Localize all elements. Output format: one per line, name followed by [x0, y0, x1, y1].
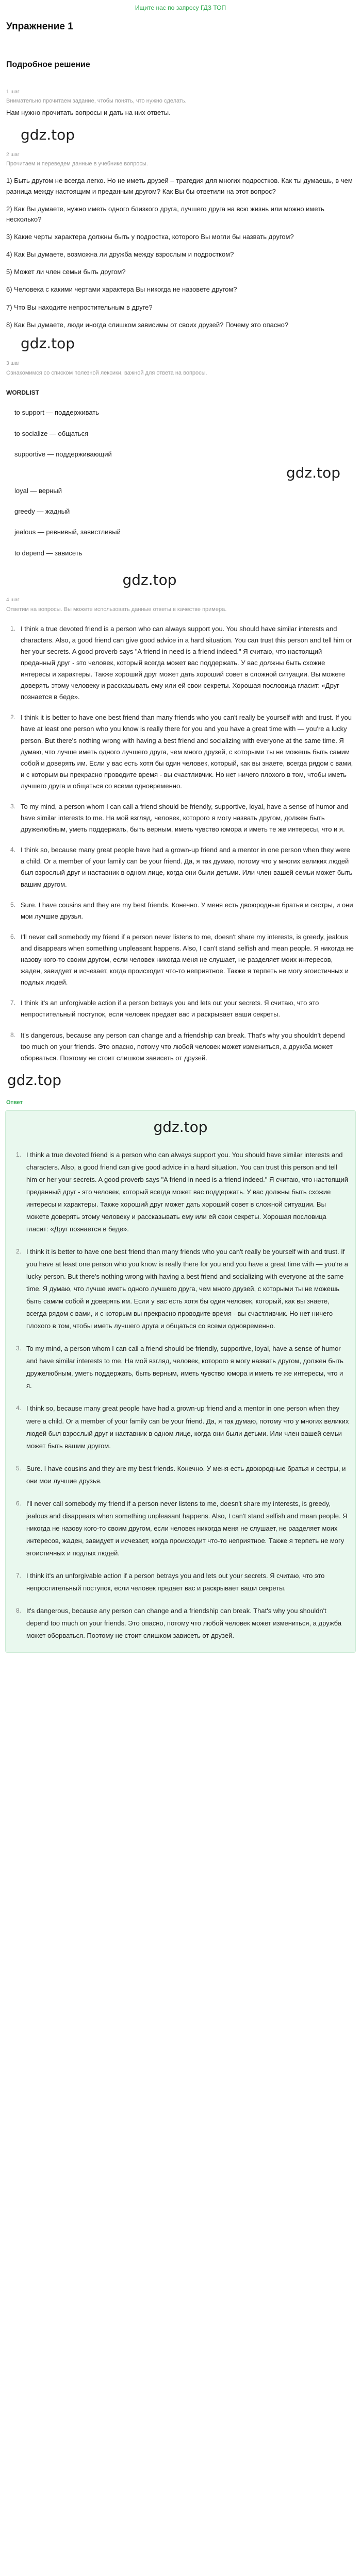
list-item: 6. I'll never call somebody my friend if a person never listens to me, doesn't share my interests, is greedy, jealous and disappears when something unpleasant happens. Also, I can't stand selfish and mean people. Я никогда не назову кого-то своим другом, если человек никогда меня не слушает, не разделяет моих интересов, жаден, завидует и исчезает, когда происходит что-то неприятное. Также я терпеть не могу эгоистичных и подлых людей. [16, 1499, 348, 1557]
answer-text: It's dangerous, because any person can change and a friendship can break. That's why you shouldn't depend too much on your friends. Это опасно, потому что любой человек может измениться, а дружба может оборваться. Поэтому не стоит слишком зависеть от друзей. [26, 1607, 342, 1640]
search-hint-link[interactable]: Ищите нас по запросу ГДЗ ТОП [135, 4, 226, 11]
answer-text: I think so, because many great people have had a grown-up friend and a mentor in one person when they were a child. Or a member of your family can be your friend. Да, я так думаю, потому что у многих великих людей был взрослый друг и наставник в одном лице, когда они были детьми. Или член вашей семьи может быть вашим другом. [26, 1404, 349, 1450]
solution-title: Подробное решение [6, 60, 90, 70]
question-item: 3) Какие черты характера должны быть у подростка, которого Вы могли бы назвать другом? [6, 233, 294, 241]
step-number: 3 шаг [6, 361, 20, 367]
word-item: to socialize — общаться [14, 429, 89, 437]
answer-text: To my mind, a person whom I can call a friend should be friendly, supportive, loyal, have a sense of humor and have similar interests to me. На мой взгляд, человек, которого я могу назвать другом, должен быть дружелюбным, уметь поддержать, быть верным, иметь чувство юмора и иметь те же интересы, что и я. [26, 1345, 343, 1390]
watermark: gdz.top [21, 126, 75, 143]
step-text: Нам нужно прочитать вопросы и дать на них ответы. [6, 109, 171, 117]
list-item: 2. I think it is better to have one best friend than many friends who you can't really be yourself with and trust. If you have at least one person who you know is really there for you and you have a great time with — you're a lucky person. But there's nothing wrong with having a best friend and socializing with everyone at the same time. Я думаю, что лучше иметь одного лучшего друга, чем много друзей, с которыми ты не можешь быть самим собой и доверять им. Если у вас есть хотя бы один человек, который, как вы знаете, всегда рядом с вами, и с которым вы прекрасно проводите время - вы счастливчик. Но нет ничего плохого в том, чтобы иметь лучшего друга и общаться со всеми одновременно. [16, 1247, 348, 1330]
list-item: 8. It's dangerous, because any person can change and a friendship can break. That's why you shouldn't depend too much on your friends. Это опасно, потому что любой человек может измениться, а дружба может оборваться. Поэтому не стоит слишком зависеть от друзей. [10, 1031, 345, 1062]
list-item: 1. I think a true devoted friend is a person who can always support you. You should have similar interests and characters. Also, a good friend can give good advice in a hard situation. You can trust this person and tell him or her your secrets. A good proverb says "A friend in need is a friend indeed." Я считаю, что настоящий преданный друг - это человек, который всегда может вас поддержать. У вас должны быть схожие интересы и характеры. Также хороший друг может дать хороший совет в сложной ситуации. Вы можете доверять этому человеку и рассказывать ему или ей свои секреты. Хорошая пословица гласит: «Друг познается в беде». [10, 624, 352, 701]
answer-text: Sure. I have cousins and they are my best friends. Конечно. У меня есть двоюродные братья и сестры, и они мои лучшие друзья. [21, 901, 353, 920]
question-item: 5) Может ли член семьи быть другом? [6, 268, 126, 276]
wordlist-title: WORDLIST [6, 388, 39, 396]
answer-label: Ответ [6, 1099, 23, 1106]
word-item: supportive — поддерживающий [14, 450, 112, 458]
step-description: Прочитаем и переведем данные в учебнике вопросы. [6, 161, 148, 167]
step-description: Внимательно прочитаем задание, чтобы понять, что нужно сделать. [6, 98, 187, 105]
watermark: gdz.top [153, 1118, 208, 1136]
answer-text: I think a true devoted friend is a person who can always support you. You should have similar interests and characters. Also, a good friend can give good advice in a hard situation. You can trust this person and tell him or her your secrets. A good proverb says "A friend in need is a friend indeed." Я считаю, что настоящий преданный друг - это человек, который всегда может вас поддержать. У вас должны быть схожие интересы и характеры. Также хороший друг может дать хороший совет в сложной ситуации. Вы можете доверять этому человеку и рассказывать ему или ей свои секреты. Хорошая пословица гласит: «Друг познается в беде». [21, 624, 352, 701]
step-number: 1 шаг [6, 89, 20, 95]
list-item: 2. I think it is better to have one best friend than many friends who you can't really be yourself with and trust. If you have at least one person who you know is really there for you and you have a great time with — you're a lucky person. But there's nothing wrong with having a best friend and socializing with everyone at the same time. Я думаю, что лучше иметь одного лучшего друга, чем много друзей, с которыми ты не можешь быть самим собой и доверять им. Если у вас есть хотя бы один человек, который, как вы знаете, всегда рядом с вами, и с которым вы прекрасно проводите время - вы счастливчик. Но нет ничего плохого в том, чтобы иметь лучшего друга и общаться со всеми одновременно. [10, 714, 353, 790]
answer-text: I'll never call somebody my friend if a person never listens to me, doesn't share my interests, is greedy, jealous and disappears when something unpleasant happens. Also, I can't stand selfish and mean people. Я никогда не назову кого-то своим другом, если человек никогда меня не слушает, не разделяет моих интересов, жаден, завидует и исчезает, когда происходит что-то неприятное. Также я терпеть не могу эгоистичных и подлых людей. [26, 1499, 348, 1557]
answer-text: I think it is better to have one best friend than many friends who you can't really be yourself with and trust. If you have at least one person who you know is really there for you and you have a great time with — you're a lucky person. But there's nothing wrong with having a best friend and socializing with everyone at the same time. Я думаю, что лучше иметь одного лучшего друга, чем много друзей, с которыми ты не можешь быть самим собой и доверять им. Если у вас есть хотя бы один человек, который, как вы знаете, всегда рядом с вами, и с которым вы прекрасно проводите время - вы счастливчик. Но нет ничего плохого в том, чтобы иметь лучшего друга и общаться со всеми одновременно. [26, 1247, 348, 1330]
list-item: 4. I think so, because many great people have had a grown-up friend and a mentor in one person when they were a child. Or a member of your family can be your friend. Да, я так думаю, потому что у многих великих людей был взрослый друг и наставник в одном лице, когда они были детьми. Или член вашей семьи может быть вашим другом. [16, 1404, 349, 1450]
step-4 [0, 596, 361, 614]
list-item: 3. To my mind, a person whom I can call a friend should be friendly, supportive, loyal, have a sense of humor and have similar interests to me. На мой взгляд, человек, которого я могу назвать другом, должен быть дружелюбным, уметь поддержать, быть верным, иметь чувство юмора и иметь те же интересы, что и я. [16, 1345, 343, 1390]
list-item: 4. I think so, because many great people have had a grown-up friend and a mentor in one person when they were a child. Or a member of your family can be your friend. Да, я так думаю, потому что у многих великих людей был взрослый друг и наставник в одном лице, когда они были детьми. Или член вашей семьи может быть вашим другом. [10, 846, 353, 888]
answer-text: I think it's an unforgivable action if a person betrays you and lets out your secrets. Я считаю, что это непростительный поступок, если человек предает вас и раскрывает ваши секреты. [21, 999, 319, 1019]
list-item: 6. I'll never call somebody my friend if a person never listens to me, doesn't share my interests, is greedy, jealous and disappears when something unpleasant happens. Also, I can't stand selfish and mean people. Я никогда не назову кого-то своим другом, если человек никогда меня не слушает, не разделяет моих интересов, жаден, завидует и исчезает, когда происходит что-то неприятное. Также я терпеть не могу эгоистичных и подлых людей. [10, 933, 354, 987]
answer-list [0, 623, 361, 1064]
list-item: 3. To my mind, a person whom I can call a friend should be friendly, supportive, loyal, have a sense of humor and have similar interests to me. На мой взгляд, человек, которого я могу назвать другом, должен быть дружелюбным, уметь поддержать, быть верным, иметь чувство юмора и иметь те же интересы, что и я. [10, 803, 348, 834]
list-item: 7. I think it's an unforgivable action if a person betrays you and lets out your secrets. Я считаю, что это непростительный поступок, если человек предает вас и раскрывает ваши секреты. [16, 1571, 325, 1592]
answer-text: I think a true devoted friend is a person who can always support you. You should have similar interests and characters. Also, a good friend can give good advice in a hard situation. You can trust this person and tell him or her your secrets. A good proverb says "A friend in need is a friend indeed." Я считаю, что настоящий преданный друг - это человек, который всегда может вас поддержать. У вас должны быть схожие интересы и характеры. Также хороший друг может дать хороший совет в сложной ситуации. Вы можете доверять этому человеку и рассказывать ему или ей свои секреты. Хорошая пословица гласит: «Друг познается в беде». [26, 1150, 349, 1233]
answer-list [10, 1149, 351, 1642]
question-item: 4) Как Вы думаете, возможна ли дружба между взрослым и подростком? [6, 250, 234, 259]
list-item: 5. Sure. I have cousins and they are my best friends. Конечно. У меня есть двоюродные братья и сестры, и они мои лучшие друзья. [10, 901, 353, 920]
answer-text: To my mind, a person whom I can call a friend should be friendly, supportive, loyal, have a sense of humor and have similar interests to me. На мой взгляд, человек, которого я могу назвать другом, должен быть дружелюбным, уметь поддержать, быть верным, иметь чувство юмора и иметь те же интересы, что и я. [21, 803, 348, 834]
watermark: gdz.top [286, 464, 340, 481]
answer-text: I'll never call somebody my friend if a person never listens to me, doesn't share my interests, is greedy, jealous and disappears when something unpleasant happens. Also, I can't stand selfish and mean people. Я никогда не назову кого-то своим другом, если человек никогда меня не слушает, не разделяет моих интересов, жаден, завидует и исчезает, когда происходит что-то неприятное. Также я терпеть не могу эгоистичных и подлых людей. [21, 933, 354, 987]
step-2 [0, 151, 361, 330]
word-item: loyal — верный [14, 487, 62, 495]
word-item: greedy — жадный [14, 507, 70, 516]
word-item: jealous — ревнивый, завистливый [14, 528, 121, 536]
exercise-title: Упражнение 1 [6, 21, 73, 32]
word-item: to depend — зависеть [14, 549, 83, 557]
answer-text: I think it is better to have one best friend than many friends who you can't really be yourself with and trust. If you have at least one person who you know is really there for you and you have a great time with — you're a lucky person. But there's nothing wrong with having a best friend and socializing with everyone at the same time. Я думаю, что лучше иметь одного лучшего друга, чем много друзей, с которыми ты не можешь быть самим собой и доверять им. Если у вас есть хотя бы один человек, который, как вы знаете, всегда рядом с вами, и с которым вы прекрасно проводите время - вы счастливчик. Но нет ничего плохого в том, чтобы иметь лучшего друга и общаться со всеми одновременно. [21, 714, 353, 790]
answer-text: I think it's an unforgivable action if a person betrays you and lets out your secrets. Я считаю, что это непростительный поступок, если человек предает вас и раскрывает ваши секреты. [26, 1571, 325, 1592]
step-description: Ответим на вопросы. Вы можете использовать данные ответы в качестве примера. [6, 606, 227, 613]
watermark: gdz.top [122, 571, 177, 588]
answer-box [5, 1110, 356, 1653]
question-item: 1) Быть другом не всегда легко. Но не иметь друзей – трагедия для многих подростков. Как ты думаешь, в чем разница между настоящим и преданным другом? Как Вы бы ответили на этот вопрос? [6, 177, 353, 195]
answer-text: Sure. I have cousins and they are my best friends. Конечно. У меня есть двоюродные братья и сестры, и они мои лучшие друзья. [26, 1464, 346, 1485]
step-number: 2 шаг [6, 151, 20, 158]
watermark: gdz.top [21, 334, 75, 352]
step-number: 4 шаг [6, 597, 20, 603]
step-1 [0, 88, 361, 118]
list-item: 8. It's dangerous, because any person can change and a friendship can break. That's why you shouldn't depend too much on your friends. Это опасно, потому что любой человек может измениться, а дружба может оборваться. Поэтому не стоит слишком зависеть от друзей. [16, 1607, 342, 1640]
answer-text: It's dangerous, because any person can change and a friendship can break. That's why you shouldn't depend too much on your friends. Это опасно, потому что любой человек может измениться, а дружба может оборваться. Поэтому не стоит слишком зависеть от друзей. [21, 1031, 345, 1062]
list-item: 5. Sure. I have cousins and they are my best friends. Конечно. У меня есть двоюродные братья и сестры, и они мои лучшие друзья. [16, 1464, 346, 1485]
list-item: 7. I think it's an unforgivable action if a person betrays you and lets out your secrets. Я считаю, что это непростительный поступок, если человек предает вас и раскрывает ваши секреты. [10, 999, 319, 1019]
question-item: 8) Как Вы думаете, люди иногда слишком зависимы от своих друзей? Почему это опасно? [6, 320, 289, 329]
list-item: 1. I think a true devoted friend is a person who can always support you. You should have similar interests and characters. Also, a good friend can give good advice in a hard situation. You can trust this person and tell him or her your secrets. A good proverb says "A friend in need is a friend indeed." Я считаю, что настоящий преданный друг - это человек, который всегда может вас поддержать. У вас должны быть схожие интересы и характеры. Также хороший друг может дать хороший совет в сложной ситуации. Вы можете доверять этому человеку и рассказывать ему или ей свои секреты. Хорошая пословица гласит: «Друг познается в беде». [16, 1150, 349, 1233]
word-item: to support — поддерживать [14, 409, 100, 417]
answer-text: I think so, because many great people have had a grown-up friend and a mentor in one person when they were a child. Or a member of your family can be your friend. Да, я так думаю, потому что у многих великих людей был взрослый друг и наставник в одном лице, когда они были детьми. Или член вашей семьи может быть вашим другом. [21, 846, 353, 888]
question-item: 7) Что Вы находите непростительным в друге? [6, 303, 153, 311]
watermark: gdz.top [7, 1071, 62, 1089]
question-item: 2) Как Вы думаете, нужно иметь одного близкого друга, лучшего друга на всю жизнь или можно иметь несколько? [6, 205, 324, 223]
step-3 [0, 360, 361, 378]
step-description: Ознакомимся со списком полезной лексики, важной для ответа на вопросы. [6, 369, 207, 376]
question-item: 6) Человека с какими чертами характера Вы никогда не назовете другом? [6, 285, 237, 294]
